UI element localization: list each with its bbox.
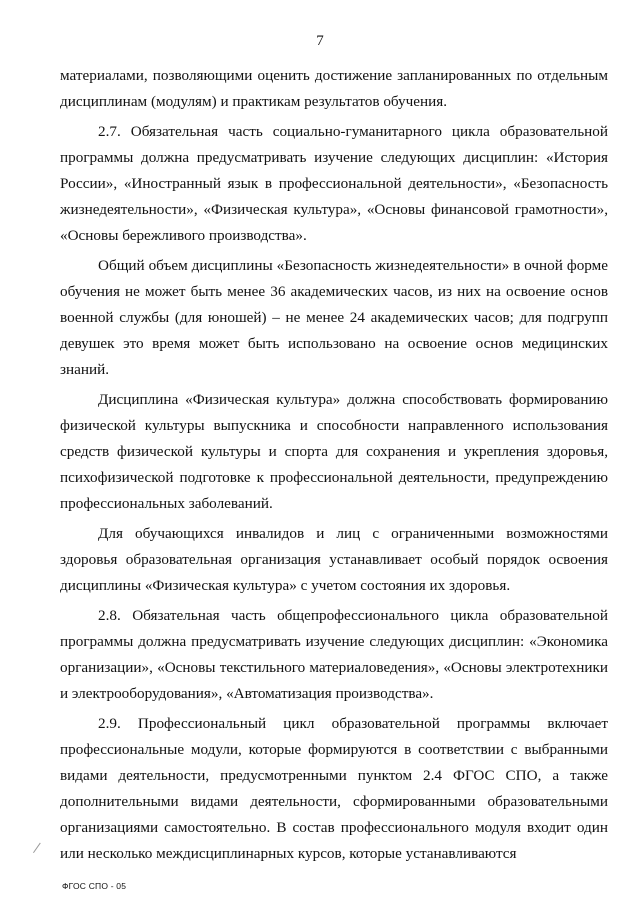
document-body	[60, 63, 608, 867]
paragraph-2-8: 2.8. Обязательная часть общепрофессионального цикла образовательной программы должна предусматривать изучение следующих дисциплин: «Экономика организации», «Основы текстильного материаловедения», «Основы электротехники и электрооборудования», «Автоматизация производства».	[60, 607, 608, 702]
paragraph-disabled-students: Для обучающихся инвалидов и лиц с ограниченными возможностями здоровья образовательная организация устанавливает особый порядок освоения дисциплины «Физическая культура» с учетом состояния их здоровья.	[60, 525, 608, 594]
paragraph-continuation: материалами, позволяющими оценить достижение запланированных по отдельным дисциплинам (модулям) и практикам результатов обучения.	[60, 67, 608, 110]
footer-code: ФГОС СПО - 05	[62, 881, 127, 891]
paragraph-2-9: 2.9. Профессиональный цикл образовательной программы включает профессиональные модули, которые формируются в соответствии с выбранными видами деятельности, предусмотренными пунктом 2.4 ФГОС СПО, а также дополнительными видами деятельности, сформированными образовательными организациями самостоятельно. В состав профессионального модуля входит один или несколько междисциплинарных курсов, которые устанавливаются	[60, 715, 608, 862]
scan-mark	[33, 843, 44, 856]
page-number: 7	[316, 33, 324, 49]
paragraph-bzh-hours: Общий объем дисциплины «Безопасность жизнедеятельности» в очной форме обучения не может быть менее 36 академических часов, из них на освоение основ военной службы (для юношей) – не менее 24 академических часов; для подгрупп девушек это время может быть использовано на освоение основ медицинских знаний.	[60, 257, 608, 378]
paragraph-2-7: 2.7. Обязательная часть социально-гуманитарного цикла образовательной программы должна предусматривать изучение следующих дисциплин: «История России», «Иностранный язык в профессиональной деятельности», «Безопасность жизнедеятельности», «Физическая культура», «Основы финансовой грамотности», «Основы бережливого производства».	[60, 123, 608, 244]
paragraph-physical-culture: Дисциплина «Физическая культура» должна способствовать формированию физической культуры выпускника и способности направленного использования средств физической культуры и спорта для сохранения и укрепления здоровья, психофизической подготовке к профессиональной деятельности, предупреждению профессиональных заболеваний.	[60, 391, 608, 512]
